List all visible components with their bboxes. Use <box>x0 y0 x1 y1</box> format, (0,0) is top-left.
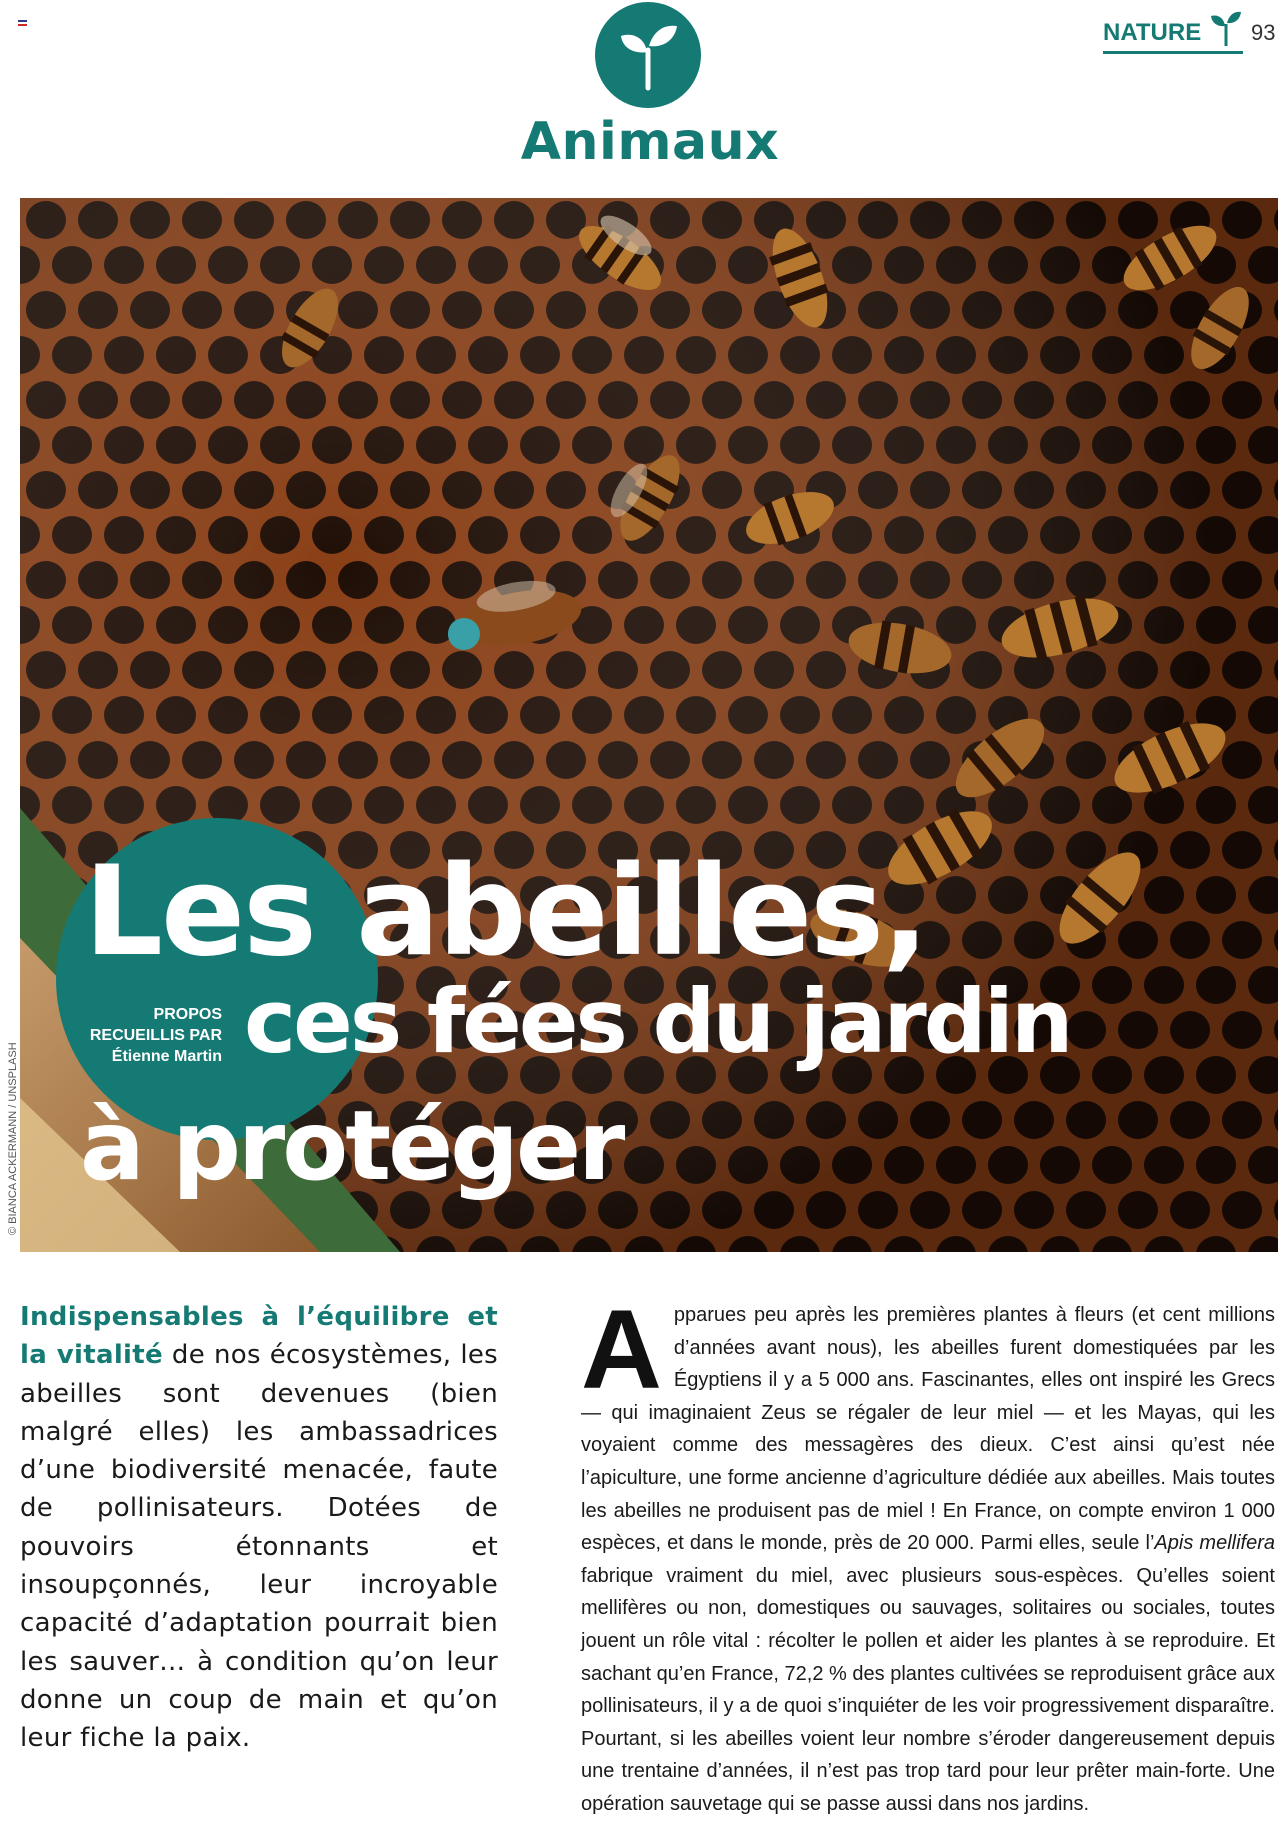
photo-credit: © BIANCA ACKERMANN / UNSPLASH <box>7 1042 19 1235</box>
intro-paragraph <box>20 1298 498 1758</box>
article-text-1: pparues peu après les premières plantes à fleurs (et cent millions d’années avant nous), les abeilles furent domestiquées par les Égyptiens il y a 5 000 ans. Fascinantes, elles ont inspiré les Grecs — qui imaginaient Zeus se régaler de leur miel — et les Mayas, qui les voyaient comme des messagères des dieux. C’est ainsi qu’est née l’apiculture, une forme ancienne d’agriculture dédiée aux abeilles. Mais toutes les abeilles ne produisent pas de miel ! En France, on compte environ 1 000 espèces, et dans le monde, près de 20 000. Parmi elles, seule l’ <box>581 1304 1275 1555</box>
french-flag-icon <box>18 20 27 26</box>
byline-line-2: RECUEILLIS PAR <box>89 1027 222 1044</box>
sprout-icon <box>1211 10 1241 46</box>
byline-line-1: PROPOS <box>153 1006 222 1023</box>
page-number: 93 <box>1251 20 1276 45</box>
rubric-header <box>1103 16 1243 54</box>
byline-author: Étienne Martin <box>111 1048 222 1065</box>
article-body <box>581 1287 1275 1821</box>
intro-text: de nos écosystèmes, les abeilles sont devenues (bien malgré elles) les ambassadrices d’une biodiversité menacée, faute de pollinisateurs. Dotées de pouvoirs étonnants et insoupçonnés, leur incroyable capacité d’adaptation pourrait bien les sauver… à condition qu’on leur donne un coup de main et qu’on leur fiche la paix. <box>20 1340 498 1754</box>
article-text-2: fabrique vraiment du miel, avec plusieurs sous-espèces. Qu’elles soient mellifères ou non, domestiques ou sauvages, solitaires ou sociales, toutes jouent un rôle vital : récolter le pollen et aider les plantes à se reproduire. Et sachant qu’en France, 72,2 % des plantes cultivées se reproduisent grâce aux pollinisateurs, il y a de quoi s’inquiéter de les voir progressivement disparaître. Pourtant, si les abeilles voient leur nombre s’éroder dangereusement depuis une trentaine d’années, il n’est pas trop tard pour leur prêter main-forte. Une opération sauvetage qui se passe aussi dans nos jardins. <box>581 1564 1275 1815</box>
drop-cap: A <box>581 1287 662 1412</box>
species-name: Apis mellifera <box>1154 1532 1275 1555</box>
byline <box>40 1004 222 1067</box>
rubric-label: NATURE <box>1103 19 1202 46</box>
headline-line-1: Les abeilles, <box>84 840 928 984</box>
headline-line-3: à protéger <box>80 1090 623 1202</box>
headline-line-2: ces fées du jardin <box>244 970 1071 1073</box>
section-logo-sprout-icon <box>595 2 701 108</box>
intro-lead: Indispensables à l’équilibre et la vitalité <box>20 1302 498 1371</box>
section-title: Animaux <box>520 112 780 172</box>
hero-photo <box>20 198 1278 1252</box>
